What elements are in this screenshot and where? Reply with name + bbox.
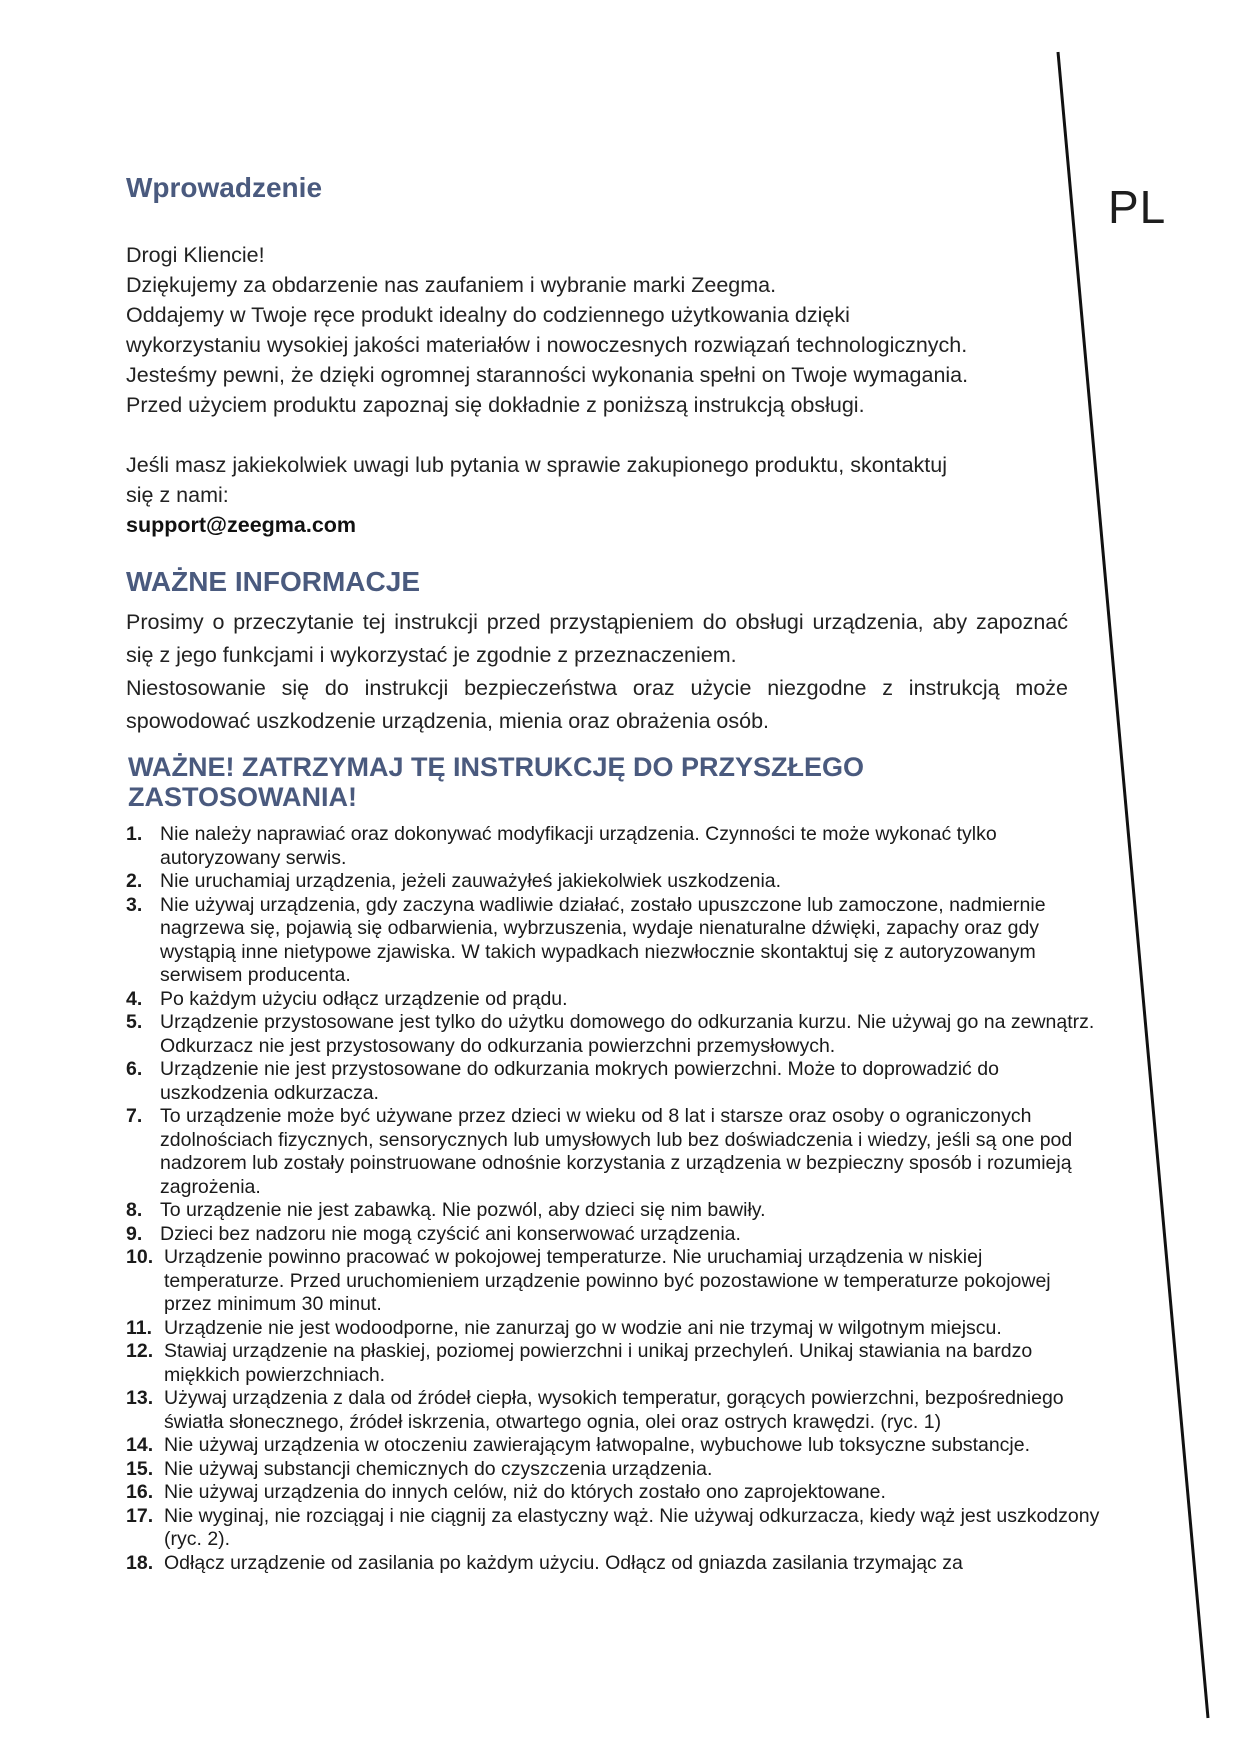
- rule-item: [126, 1387, 1101, 1434]
- rule-text: Nie używaj urządzenia w otoczeniu zawierającym łatwopalne, wybuchowe lub toksyczne substancje.: [164, 1434, 1031, 1456]
- rule-number: 18.: [126, 1551, 154, 1574]
- contact-line-1: Jeśli masz jakiekolwiek uwagi lub pytania w sprawie zakupionego produktu, skontaktuj: [126, 453, 948, 477]
- rule-number: 13.: [126, 1387, 154, 1409]
- rule-number: 1.: [126, 823, 143, 845]
- rule-item: [126, 823, 1101, 870]
- rule-item: [126, 1199, 1101, 1223]
- rule-item: [126, 1058, 1101, 1105]
- keep-heading-line-2: ZASTOSOWANIA!: [128, 782, 357, 812]
- rule-text: Odłącz urządzenie od zasilania po każdym użyciu. Odłącz od gniazda zasilania trzymając za: [164, 1551, 963, 1574]
- rule-text: Używaj urządzenia z dala od źródeł ciepła, wysokich temperatur, gorących powierzchni, bezpośredniego światła słonecznego, źródeł iskrzenia, otwartego ognia, olei oraz ostrych krawędzi. (ryc. 1): [164, 1387, 1064, 1433]
- intro-greeting: Drogi Kliencie!: [126, 243, 265, 267]
- rule-item: [126, 1011, 1101, 1058]
- rule-number: 9.: [126, 1222, 143, 1245]
- rule-number: 6.: [126, 1058, 143, 1080]
- rule-text: Nie używaj substancji chemicznych do czyszczenia urządzenia.: [164, 1457, 713, 1480]
- rule-text: Urządzenie przystosowane jest tylko do użytku domowego do odkurzania kurzu. Nie używaj go na zewnątrz. Odkurzacz nie jest przystosowany do odkurzania powierzchni przemysłowych.: [160, 1011, 1095, 1057]
- rule-number: 4.: [126, 987, 143, 1010]
- rule-number: 3.: [126, 893, 143, 916]
- contact-line-2: się z nami:: [126, 483, 229, 507]
- rule-text: To urządzenie może być używane przez dzieci w wieku od 8 lat i starsze oraz osoby o ograniczonych zdolnościach fizycznych, sensorycznych lub umysłowych lub bez doświadczenia i wiedzy, jeśli są one pod nadzorem lub zostały poinstruowane odnośnie korzystania z urządzenia w bezpieczny sposób i rozumieją zagrożenia.: [160, 1105, 1073, 1198]
- rule-item: [126, 1317, 1101, 1341]
- important-paragraph-1: Prosimy o przeczytanie tej instrukcji przed przystąpieniem do obsługi urządzenia, aby zapoznać się z jego funkcjami i wykorzystać je zgodnie z przeznaczeniem.: [126, 610, 1068, 667]
- rule-number: 2.: [126, 870, 143, 892]
- rule-text: Nie używaj urządzenia, gdy zaczyna wadliwie działać, zostało upuszczone lub zamoczone, nadmiernie nagrzewa się, pojawią się odbarwienia, wybrzuszenia, wydaje nienaturalne dźwięki, zapachy oraz gdy wystąpią inne nietypowe zjawiska. W takich wypadkach niezwłocznie skontaktuj się z autoryzowanym serwisem producenta.: [160, 893, 1046, 986]
- intro-line-1: Dziękujemy za obdarzenie nas zaufaniem i wybranie marki Zeegma.: [126, 273, 777, 297]
- support-email: support@zeegma.com: [126, 513, 357, 537]
- rule-text: Nie należy naprawiać oraz dokonywać modyfikacji urządzenia. Czynności te może wykonać tylko autoryzowany serwis.: [160, 823, 997, 869]
- rule-item: [126, 1552, 1101, 1576]
- intro-line-2: Oddajemy w Twoje ręce produkt idealny do codziennego użytkowania dzięki: [126, 303, 850, 327]
- keep-heading-line-1: WAŻNE! ZATRZYMAJ TĘ INSTRUKCJĘ DO PRZYSZŁEGO: [128, 752, 865, 782]
- rule-item: [126, 1481, 1101, 1505]
- rule-number: 5.: [126, 1011, 143, 1033]
- rule-number: 15.: [126, 1457, 154, 1480]
- rule-text: Urządzenie powinno pracować w pokojowej temperaturze. Nie uruchamiaj urządzenia w niskiej temperaturze. Przed uruchomieniem urządzenie powinno być pozostawione w temperaturze pokojowej przez minimum 30 minut.: [164, 1246, 1051, 1315]
- intro-title: Wprowadzenie: [126, 172, 323, 203]
- safety-rules-list: [126, 823, 1101, 1575]
- rule-item: [126, 894, 1101, 988]
- important-info-body: [126, 606, 1068, 738]
- rule-item: [126, 988, 1101, 1012]
- rule-item: [126, 1458, 1101, 1482]
- important-info-heading: WAŻNE INFORMACJE: [126, 566, 420, 597]
- rule-number: 14.: [126, 1434, 154, 1456]
- intro-spacer: [126, 420, 1086, 450]
- intro-line-3: wykorzystaniu wysokiej jakości materiałów i nowoczesnych rozwiązań technologicznych.: [126, 333, 968, 357]
- rule-item: [126, 1505, 1101, 1552]
- rule-number: 10.: [126, 1246, 154, 1268]
- rule-item: [126, 1434, 1101, 1458]
- rule-number: 11.: [126, 1316, 153, 1339]
- rule-number: 16.: [126, 1481, 154, 1503]
- rule-text: Dzieci bez nadzoru nie mogą czyścić ani konserwować urządzenia.: [160, 1222, 741, 1245]
- rule-item: [126, 870, 1101, 894]
- rule-number: 12.: [126, 1340, 154, 1362]
- rule-item: [126, 1223, 1101, 1247]
- intro-text: [126, 240, 1086, 540]
- rule-number: 7.: [126, 1105, 143, 1127]
- rule-item: [126, 1340, 1101, 1387]
- rule-text: Urządzenie nie jest przystosowane do odkurzania mokrych powierzchni. Może to doprowadzić do uszkodzenia odkurzacza.: [160, 1058, 999, 1104]
- rule-item: [126, 1105, 1101, 1199]
- intro-line-5: Przed użyciem produktu zapoznaj się dokładnie z poniższą instrukcją obsługi.: [126, 393, 865, 417]
- rule-text: Nie wyginaj, nie rozciągaj i nie ciągnij za elastyczny wąż. Nie używaj odkurzacza, kiedy wąż jest uszkodzony (ryc. 2).: [164, 1504, 1100, 1550]
- rule-text: To urządzenie nie jest zabawką. Nie pozwól, aby dzieci się nim bawiły.: [160, 1199, 766, 1221]
- keep-instructions-heading: [128, 752, 948, 812]
- rule-text: Po każdym użyciu odłącz urządzenie od prądu.: [160, 987, 568, 1010]
- rule-text: Nie używaj urządzenia do innych celów, niż do których zostało ono zaprojektowane.: [164, 1481, 886, 1503]
- language-tag: PL: [1108, 181, 1167, 233]
- rule-number: 8.: [126, 1199, 143, 1221]
- rule-text: Urządzenie nie jest wodoodporne, nie zanurzaj go w wodzie ani nie trzymaj w wilgotnym miejscu.: [164, 1316, 1002, 1339]
- important-paragraph-2: Niestosowanie się do instrukcji bezpieczeństwa oraz użycie niezgodne z instrukcją może spowodować uszkodzenie urządzenia, mienia oraz obrażenia osób.: [126, 676, 1068, 733]
- intro-line-4: Jesteśmy pewni, że dzięki ogromnej staranności wykonania spełni on Twoje wymagania.: [126, 363, 969, 387]
- rule-item: [126, 1246, 1101, 1317]
- rule-number: 17.: [126, 1504, 154, 1527]
- rule-text: Stawiaj urządzenie na płaskiej, poziomej powierzchni i unikaj przechyleń. Unikaj stawiania na bardzo miękkich powierzchniach.: [164, 1340, 1033, 1386]
- rule-text: Nie uruchamiaj urządzenia, jeżeli zauważyłeś jakiekolwiek uszkodzenia.: [160, 870, 782, 892]
